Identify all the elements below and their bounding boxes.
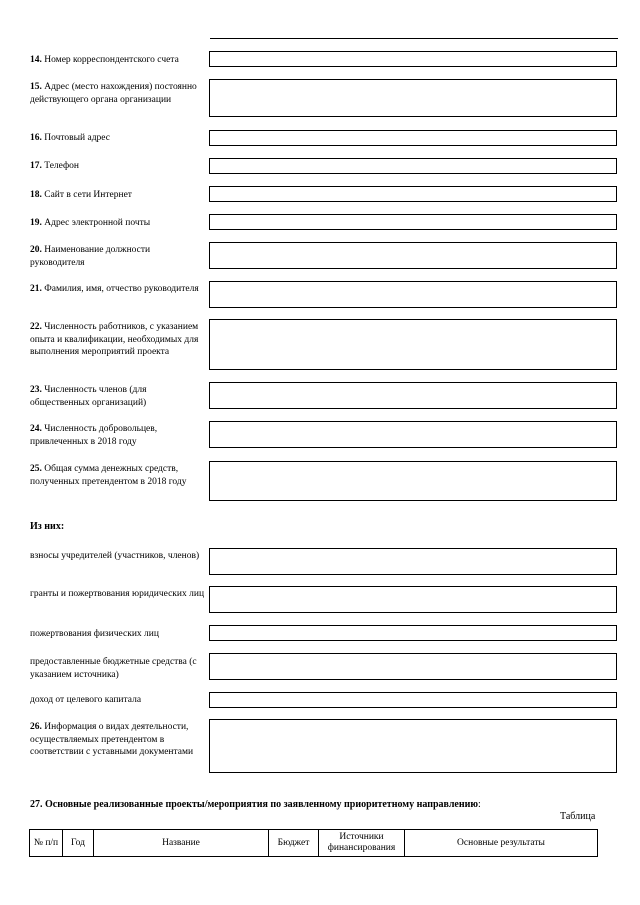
subfield-label-budget-funds: предоставленные бюджетные средства (с указанием источника) [30, 657, 197, 680]
field-input-21[interactable] [209, 281, 617, 308]
subfield-input-legal-grants[interactable] [209, 586, 617, 613]
field-input-23[interactable] [209, 382, 617, 409]
field-label-20: 20. Наименование должности руководителя [30, 245, 151, 268]
field-input-26[interactable] [209, 719, 617, 773]
subfield-label-endowment-income: доход от целевого капитала [30, 695, 142, 705]
field-label-16: 16. Почтовый адрес [30, 133, 110, 143]
field-label-25: 25. Общая сумма денежных средств, полученных претендентом в 2018 году [30, 464, 187, 487]
field-label-19: 19. Адрес электронной почты [30, 218, 151, 228]
field-input-17[interactable] [209, 158, 617, 174]
field-input-15[interactable] [209, 79, 617, 117]
subfield-input-individual-donations[interactable] [209, 625, 617, 641]
top-rule [210, 38, 618, 39]
col-header-number: № п/п [30, 830, 63, 857]
col-header-funding-sources: Источники финансирования [319, 830, 405, 857]
field-label-17: 17. Телефон [30, 161, 79, 171]
field-label-24: 24. Численность добровольцев, привлеченных в 2018 году [30, 424, 158, 447]
field-label-26: 26. Информация о видах деятельности, осуществляемых претендентом в соответствии с уставными документами [30, 722, 194, 757]
field-label-23: 23. Численность членов (для общественных организаций) [30, 385, 147, 408]
field-label-18: 18. Сайт в сети Интернет [30, 190, 132, 200]
col-header-year: Год [63, 830, 94, 857]
field-label-22: 22. Численность работников, с указанием опыта и квалификации, необходимых для выполнения мероприятий проекта [30, 322, 199, 357]
subfield-label-individual-donations: пожертвования физических лиц [30, 629, 159, 639]
field-input-14[interactable] [209, 51, 617, 67]
table-caption: Таблица [560, 811, 596, 822]
subfield-label-legal-grants: гранты и пожертвования юридических лиц [30, 589, 205, 599]
field-input-16[interactable] [209, 130, 617, 146]
col-header-budget: Бюджет [269, 830, 319, 857]
field-label-21: 21. Фамилия, имя, отчество руководителя [30, 284, 199, 294]
col-header-name: Название [94, 830, 269, 857]
field-input-25[interactable] [209, 461, 617, 501]
field-input-19[interactable] [209, 214, 617, 230]
table-header-row [30, 830, 598, 857]
subfield-input-founders[interactable] [209, 548, 617, 575]
projects-table [29, 829, 598, 857]
field-input-22[interactable] [209, 319, 617, 370]
subheading: Из них: [30, 521, 65, 532]
subfield-input-budget-funds[interactable] [209, 653, 617, 680]
field-label-15: 15. Адрес (место нахождения) постоянно действующего органа организации [30, 82, 197, 105]
subfield-input-endowment-income[interactable] [209, 692, 617, 708]
field-input-18[interactable] [209, 186, 617, 202]
col-header-results: Основные результаты [405, 830, 598, 857]
field-label-14: 14. Номер корреспондентского счета [30, 55, 179, 65]
section-27-heading: 27. Основные реализованные проекты/мероприятия по заявленному приоритетному направлению: [30, 799, 481, 810]
subfield-label-founders: взносы учредителей (участников, членов) [30, 551, 200, 561]
field-input-20[interactable] [209, 242, 617, 269]
field-input-24[interactable] [209, 421, 617, 448]
